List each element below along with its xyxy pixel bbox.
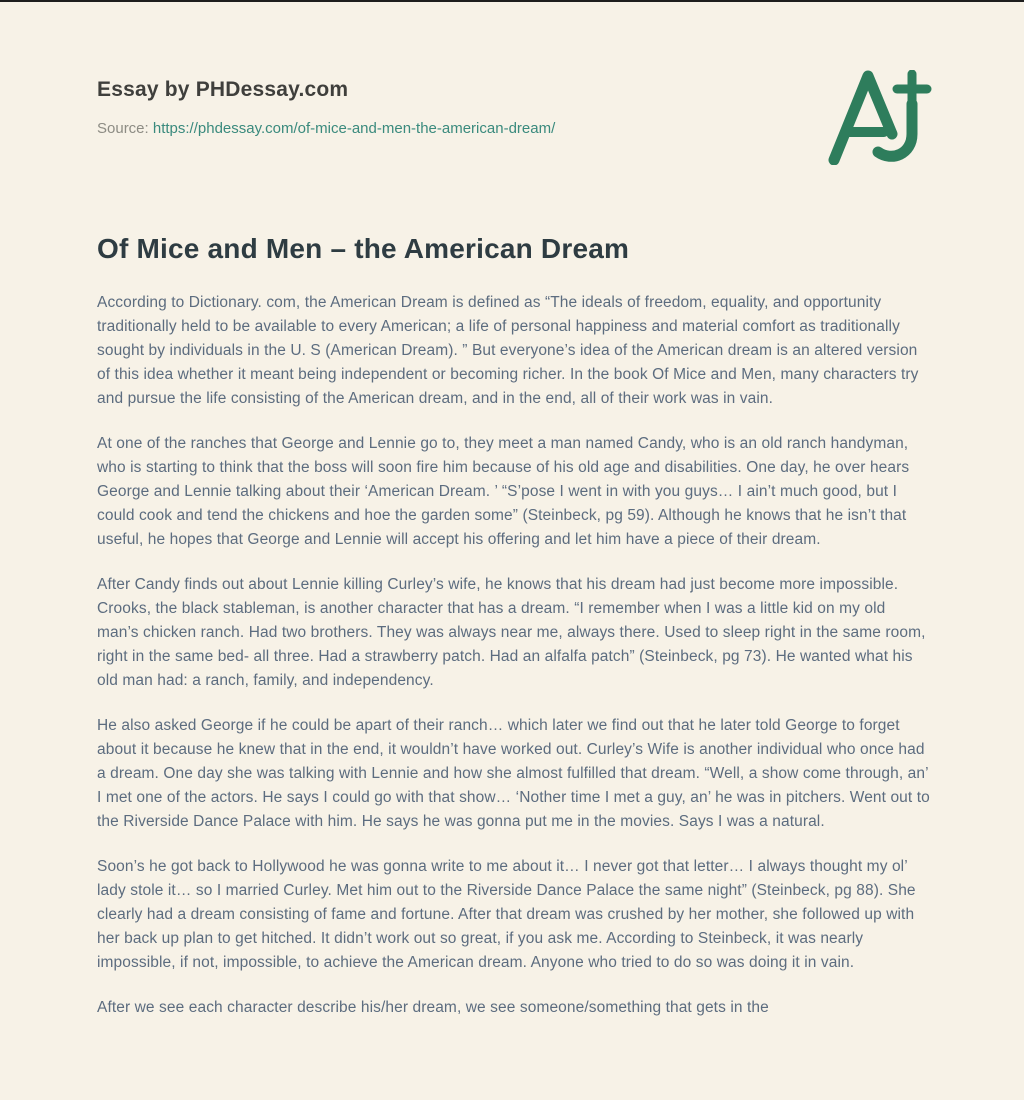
source-label: Source:: [97, 120, 149, 137]
essay-paragraph: After Candy finds out about Lennie killing Curley’s wife, he knows that his dream had just become more impossible. Crooks, the black stableman, is another character that has a dream. “I remember when I was a little kid on my old man’s chicken ranch. Had two brothers. They was always near me, always there. Used to sleep right in the same room, right in the same bed- all three. Had a strawberry patch. Had an alfalfa patch” (Steinbeck, pg 73). He wanted what his old man had: a ranch, family, and independency.: [97, 576, 926, 689]
essay-paragraph: Soon’s he got back to Hollywood he was gonna write to me about it… I never got that letter… I always thought my ol’ lady stole it… so I married Curley. Met him out to the Riverside Dance Palace the same night” (Steinbeck, pg 88). She clearly had a dream consisting of fame and fortune. After that dream was crushed by her mother, she followed up with her back up plan to get hitched. It didn’t work out so great, if you ask me. According to Steinbeck, it was nearly impossible, if not, impossible, to achieve the American dream. Anyone who tried to do so was doing it in vain.: [97, 858, 916, 971]
source-url-link[interactable]: https://phdessay.com/of-mice-and-men-the-american-dream/: [152, 120, 556, 137]
essay-paragraph: At one of the ranches that George and Lennie go to, they meet a man named Candy, who is an old ranch handyman, who is starting to think that the boss will soon fire him because of his old age and disabilities. One day, he over hears George and Lennie talking about their ‘American Dream. ’ “S’pose I went in with you guys… I ain’t much good, but I could cook and tend the chickens and hoe the garden some” (Steinbeck, pg 59). Although he knows that he isn’t that useful, he hopes that George and Lennie will accept his offering and let him have a piece of their dream.: [97, 435, 910, 548]
content-column: [97, 0, 930, 1041]
essay-byline: Essay by PHDessay.com: [97, 78, 349, 101]
essay-paragraph: He also asked George if he could be apart of their ranch… which later we find out that he later told George to forget about it because he knew that in the end, it wouldn’t have worked out. Curley’s Wife is another individual who once had a dream. One day she was talking with Lennie and how she almost fulfilled that dream. “Well, a show come through, an’ I met one of the actors. He says I could go with that show… ‘Nother time I met a guy, an’ he was in pitchers. Went out to the Riverside Dance Palace with him. He says he was gonna put me in the movies. Says I was a natural.: [97, 717, 930, 830]
essay-paragraph: According to Dictionary. com, the American Dream is defined as “The ideals of freedom, equality, and opportunity traditionally held to be available to every American; a life of personal happiness and material comfort as traditionally sought by individuals in the U. S (American Dream). ” But everyone’s idea of the American dream is an altered version of this idea whether it meant being independent or becoming richer. In the book Of Mice and Men, many characters try and pursue the life consisting of the American dream, and in the end, all of their work was in vain.: [97, 294, 919, 407]
essay-paragraph: After we see each character describe his/her dream, we see someone/something that gets in the: [97, 999, 769, 1016]
page-title: Of Mice and Men – the American Dream: [97, 233, 630, 264]
source-line: [97, 120, 930, 137]
essay-body: [97, 291, 930, 1020]
